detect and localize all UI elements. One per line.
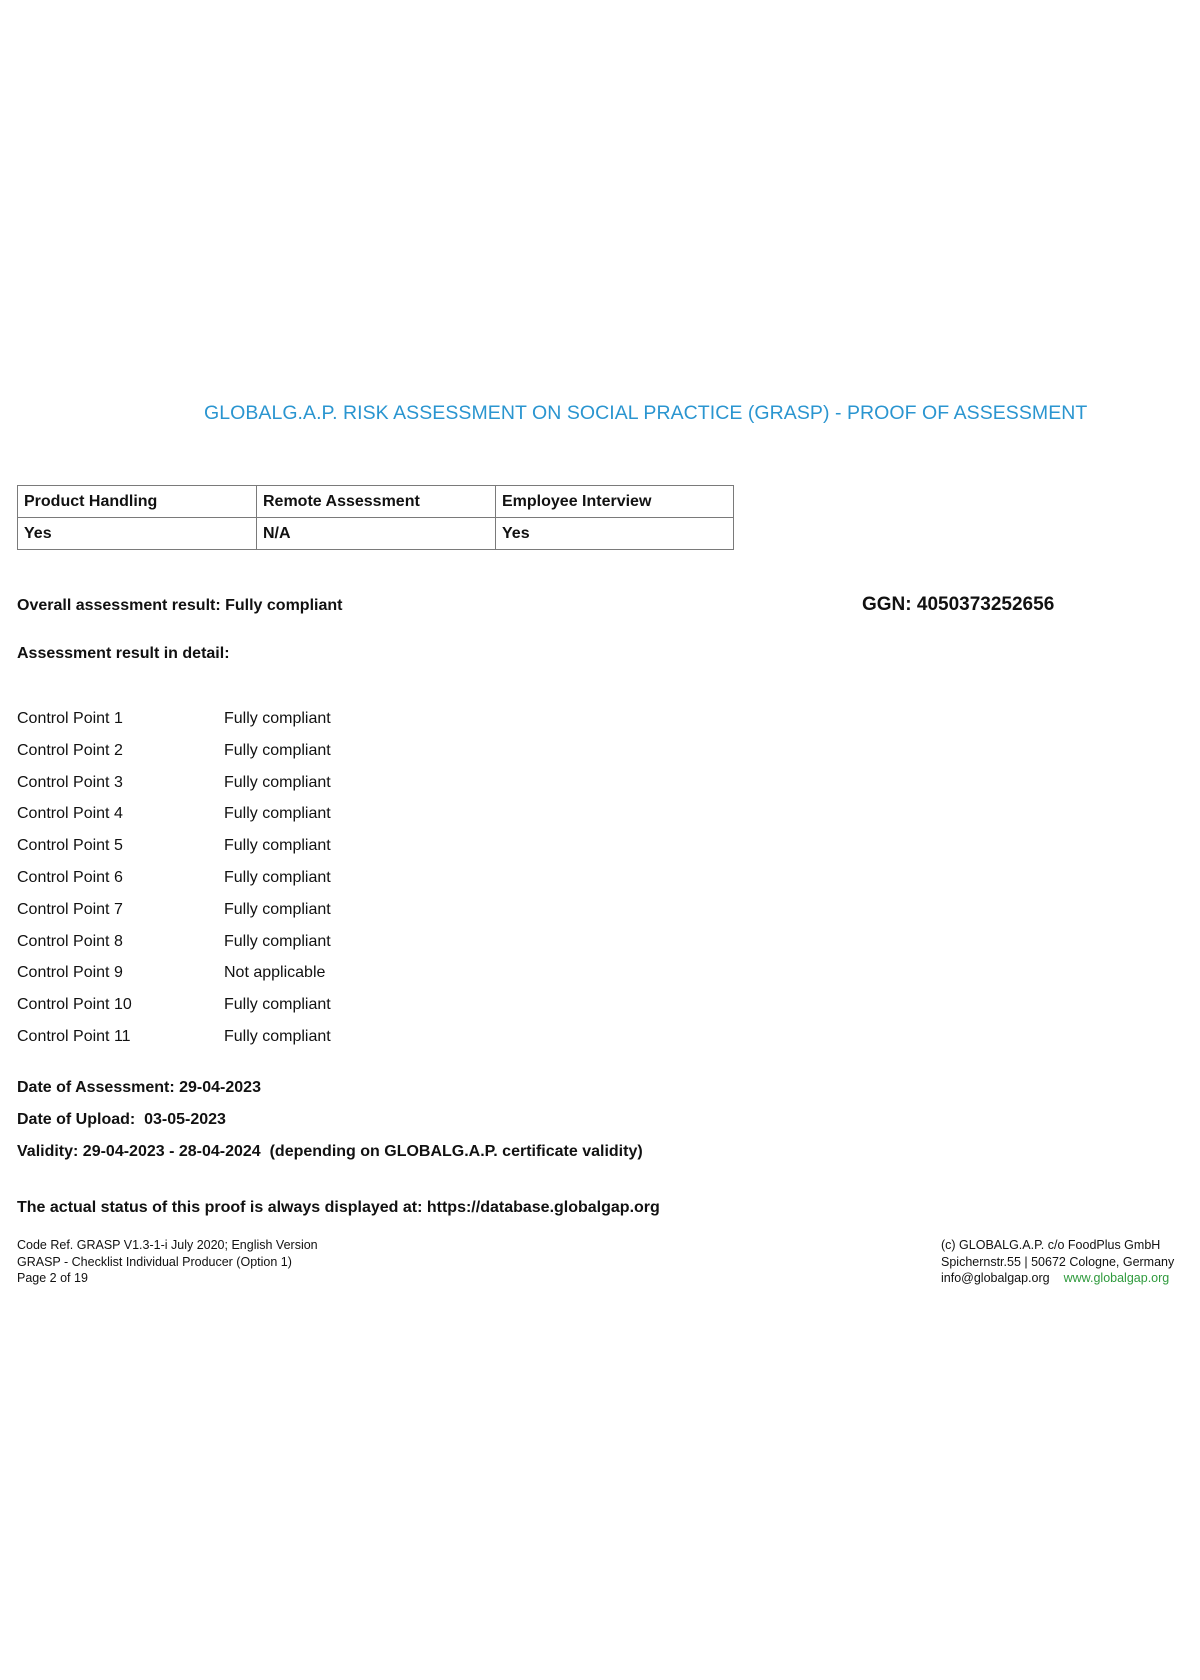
footer-checklist: GRASP - Checklist Individual Producer (Option 1) [17, 1254, 292, 1269]
overall-result: Overall assessment result: Fully compliant [17, 597, 343, 614]
footer-page-number: Page 2 of 19 [17, 1271, 88, 1285]
detail-heading: Assessment result in detail: [17, 645, 230, 662]
date-of-assessment: Date of Assessment: 29-04-2023 [17, 1079, 261, 1096]
control-point-name: Control Point 3 [17, 773, 123, 791]
control-point-name: Control Point 2 [17, 741, 123, 759]
control-point-result: Fully compliant [224, 773, 331, 791]
control-point-name: Control Point 6 [17, 868, 123, 886]
page-title: GLOBALG.A.P. RISK ASSESSMENT ON SOCIAL PRACTICE (GRASP) - PROOF OF ASSESSMENT [204, 402, 1088, 424]
date-of-upload: Date of Upload: 03-05-2023 [17, 1111, 226, 1128]
header-employee-interview: Employee Interview [496, 486, 734, 518]
dates-block [17, 1077, 643, 1173]
table-header-row [18, 486, 734, 518]
footer-email[interactable]: info@globalgap.org [941, 1271, 1050, 1285]
table-row [18, 518, 734, 550]
footer-website-link[interactable]: www.globalgap.org [1063, 1271, 1170, 1285]
header-remote-assessment: Remote Assessment [257, 486, 496, 518]
control-point-list [17, 708, 331, 1058]
assessment-summary-table [17, 485, 734, 550]
control-point-result: Fully compliant [224, 710, 331, 727]
control-point-result: Fully compliant [224, 932, 331, 950]
list-item [17, 772, 331, 804]
control-point-name: Control Point 8 [17, 932, 123, 950]
list-item [17, 899, 331, 931]
list-item [17, 1026, 331, 1058]
control-point-name: Control Point 10 [17, 996, 132, 1014]
control-point-name: Control Point 1 [17, 710, 123, 727]
control-point-result: Fully compliant [224, 741, 331, 759]
control-point-result: Fully compliant [224, 837, 331, 855]
control-point-result: Not applicable [224, 964, 326, 982]
control-point-result: Fully compliant [224, 996, 331, 1014]
control-point-name: Control Point 11 [17, 1027, 131, 1045]
ggn-number: GGN: 4050373252656 [862, 594, 1055, 615]
control-point-result: Fully compliant [224, 805, 331, 823]
control-point-result: Fully compliant [224, 900, 331, 918]
list-item [17, 994, 331, 1026]
control-point-name: Control Point 5 [17, 837, 123, 855]
footer-contact [941, 1270, 1174, 1287]
header-product-handling: Product Handling [18, 486, 257, 518]
value-product-handling: Yes [18, 518, 257, 550]
status-notice: The actual status of this proof is always displayed at: https://database.globalgap.org [17, 1199, 660, 1216]
list-item [17, 740, 331, 772]
value-remote-assessment: N/A [257, 518, 496, 550]
list-item [17, 867, 331, 899]
list-item [17, 708, 331, 740]
control-point-result: Fully compliant [224, 868, 331, 886]
list-item [17, 962, 331, 994]
list-item [17, 803, 331, 835]
control-point-name: Control Point 4 [17, 805, 123, 823]
footer-right [941, 1237, 1174, 1287]
list-item [17, 931, 331, 963]
control-point-result: Fully compliant [224, 1027, 331, 1045]
value-employee-interview: Yes [496, 518, 734, 550]
control-point-name: Control Point 9 [17, 964, 123, 982]
control-point-name: Control Point 7 [17, 900, 123, 918]
footer-copyright: (c) GLOBALG.A.P. c/o FoodPlus GmbH [941, 1238, 1161, 1252]
list-item [17, 835, 331, 867]
validity: Validity: 29-04-2023 - 28-04-2024 (depending on GLOBALG.A.P. certificate validity) [17, 1143, 643, 1160]
footer-code-ref: Code Ref. GRASP V1.3-1-i July 2020; English Version [17, 1238, 318, 1252]
footer-address: Spichernstr.55 | 50672 Cologne, Germany [941, 1254, 1175, 1269]
footer-left [17, 1237, 318, 1287]
